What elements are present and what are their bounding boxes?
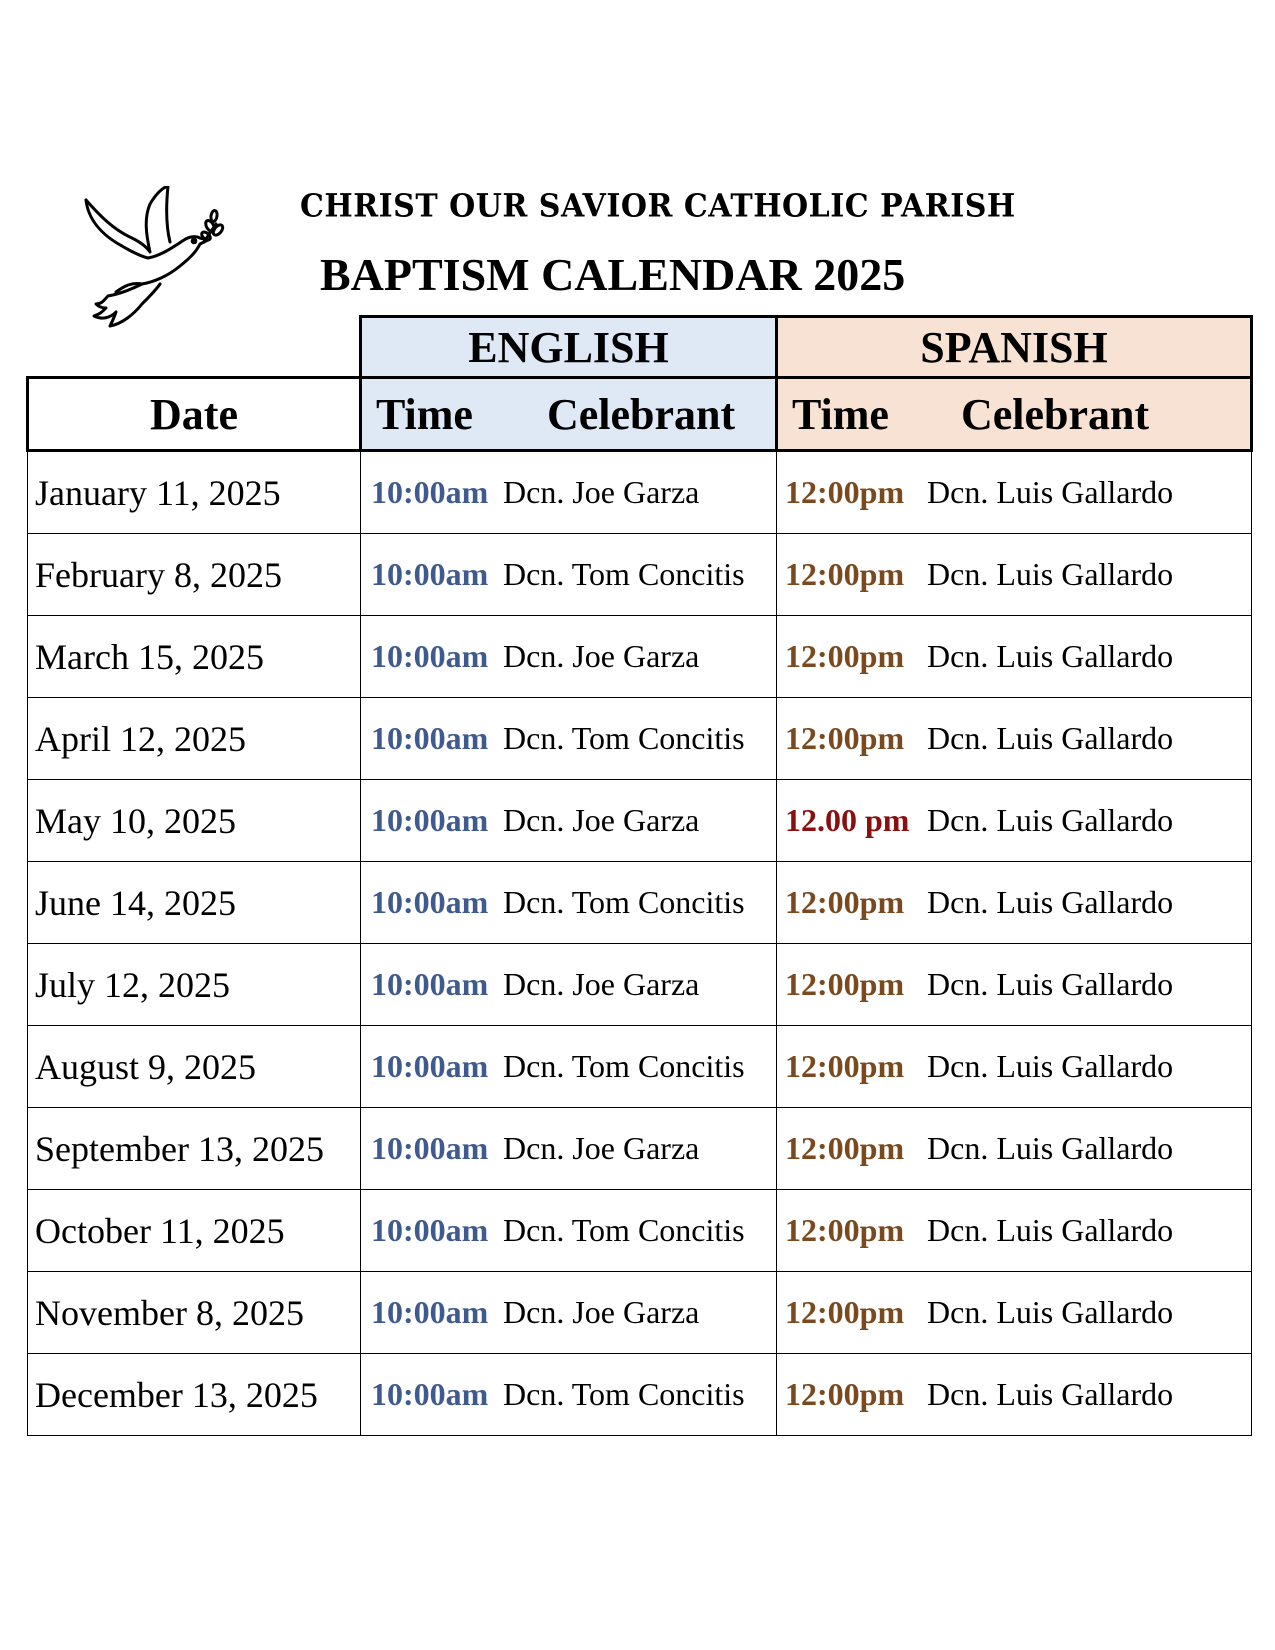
english-cell [361, 1190, 777, 1272]
spanish-celebrant: Dcn. Luis Gallardo [927, 1130, 1174, 1166]
date-cell: July 12, 2025 [28, 944, 361, 1026]
table-row [28, 1190, 1252, 1272]
date-cell: April 12, 2025 [28, 698, 361, 780]
spanish-time: 12:00pm [785, 1294, 905, 1330]
english-time: 10:00am [371, 1376, 489, 1412]
english-cell [361, 944, 777, 1026]
spanish-cell [777, 1272, 1252, 1354]
english-celebrant: Dcn. Tom Concitis [503, 884, 745, 920]
language-header-row [28, 317, 1252, 378]
spanish-cell [777, 616, 1252, 698]
english-celebrant: Dcn. Tom Concitis [503, 1212, 745, 1248]
english-time-header: Time [376, 389, 473, 439]
english-cell [361, 862, 777, 944]
spanish-time: 12:00pm [785, 966, 905, 1002]
spanish-time: 12:00pm [785, 1130, 905, 1166]
table-row [28, 862, 1252, 944]
english-celebrant: Dcn. Joe Garza [503, 802, 700, 838]
spanish-cell [777, 1354, 1252, 1436]
spanish-cell [777, 534, 1252, 616]
date-cell: December 13, 2025 [28, 1354, 361, 1436]
table-row [28, 534, 1252, 616]
spanish-time: 12:00pm [785, 1376, 905, 1412]
english-time: 10:00am [371, 1130, 489, 1166]
date-column-header: Date [28, 378, 361, 451]
date-cell: January 11, 2025 [28, 451, 361, 534]
spanish-celebrant: Dcn. Luis Gallardo [927, 884, 1174, 920]
english-celebrant: Dcn. Tom Concitis [503, 1376, 745, 1412]
english-celebrant-header: Celebrant [546, 389, 736, 439]
spanish-celebrant: Dcn. Luis Gallardo [927, 638, 1174, 674]
spanish-time: 12:00pm [785, 556, 905, 592]
english-cell [361, 616, 777, 698]
spanish-cell [777, 1026, 1252, 1108]
spanish-time: 12:00pm [785, 884, 905, 920]
spanish-time: 12:00pm [785, 474, 905, 510]
english-cell [361, 780, 777, 862]
english-time: 10:00am [371, 720, 489, 756]
empty-corner-cell [28, 317, 361, 378]
spanish-celebrant: Dcn. Luis Gallardo [927, 1376, 1174, 1412]
spanish-celebrant: Dcn. Luis Gallardo [927, 966, 1174, 1002]
table-row [28, 616, 1252, 698]
english-celebrant: Dcn. Joe Garza [503, 1294, 700, 1330]
table-row [28, 451, 1252, 534]
english-time: 10:00am [371, 556, 489, 592]
english-cell [361, 698, 777, 780]
english-celebrant: Dcn. Joe Garza [503, 638, 700, 674]
date-cell: May 10, 2025 [28, 780, 361, 862]
spanish-time: 12:00pm [785, 638, 905, 674]
english-time: 10:00am [371, 1294, 489, 1330]
spanish-celebrant: Dcn. Luis Gallardo [927, 720, 1174, 756]
english-cell [361, 1354, 777, 1436]
spanish-time: 12:00pm [785, 720, 905, 756]
spanish-celebrant: Dcn. Luis Gallardo [927, 802, 1174, 838]
english-cell [361, 1026, 777, 1108]
date-cell: November 8, 2025 [28, 1272, 361, 1354]
english-cell [361, 534, 777, 616]
spanish-time: 12.00 pm [785, 802, 910, 838]
spanish-celebrant: Dcn. Luis Gallardo [927, 474, 1174, 510]
english-time: 10:00am [371, 474, 489, 510]
spanish-cell [777, 451, 1252, 534]
english-celebrant: Dcn. Joe Garza [503, 1130, 700, 1166]
spanish-subheader [777, 378, 1252, 451]
spanish-celebrant: Dcn. Luis Gallardo [927, 1048, 1174, 1084]
table-row [28, 1026, 1252, 1108]
spanish-time: 12:00pm [785, 1212, 905, 1248]
table-row [28, 1354, 1252, 1436]
spanish-cell [777, 780, 1252, 862]
table-row [28, 698, 1252, 780]
parish-name: CHRIST OUR SAVIOR CATHOLIC PARISH [300, 188, 1016, 225]
table-row [28, 1272, 1252, 1354]
spanish-time-header: Time [792, 389, 889, 439]
baptism-schedule-table [26, 315, 1253, 1436]
spanish-cell [777, 1190, 1252, 1272]
column-header-row [28, 378, 1252, 451]
date-cell: September 13, 2025 [28, 1108, 361, 1190]
english-time: 10:00am [371, 1048, 489, 1084]
table-row [28, 1108, 1252, 1190]
spanish-cell [777, 944, 1252, 1026]
spanish-celebrant: Dcn. Luis Gallardo [927, 1294, 1174, 1330]
spanish-celebrant: Dcn. Luis Gallardo [927, 1212, 1174, 1248]
english-cell [361, 451, 777, 534]
spanish-cell [777, 862, 1252, 944]
date-cell: March 15, 2025 [28, 616, 361, 698]
english-time: 10:00am [371, 884, 489, 920]
spanish-cell [777, 1108, 1252, 1190]
english-time: 10:00am [371, 966, 489, 1002]
dove-with-olive-branch-icon [80, 186, 226, 332]
english-celebrant: Dcn. Joe Garza [503, 966, 700, 1002]
table-row [28, 944, 1252, 1026]
date-cell: August 9, 2025 [28, 1026, 361, 1108]
english-celebrant: Dcn. Tom Concitis [503, 720, 745, 756]
english-subheader [361, 378, 777, 451]
date-cell: October 11, 2025 [28, 1190, 361, 1272]
date-cell: June 14, 2025 [28, 862, 361, 944]
english-celebrant: Dcn. Tom Concitis [503, 556, 745, 592]
english-time: 10:00am [371, 1212, 489, 1248]
english-cell [361, 1272, 777, 1354]
spanish-time: 12:00pm [785, 1048, 905, 1084]
spanish-celebrant-header: Celebrant [960, 389, 1150, 439]
spanish-header: SPANISH [777, 317, 1252, 378]
spanish-celebrant: Dcn. Luis Gallardo [927, 556, 1174, 592]
english-header: ENGLISH [361, 317, 777, 378]
date-cell: February 8, 2025 [28, 534, 361, 616]
spanish-cell [777, 698, 1252, 780]
english-cell [361, 1108, 777, 1190]
table-row [28, 780, 1252, 862]
english-time: 10:00am [371, 638, 489, 674]
english-celebrant: Dcn. Joe Garza [503, 474, 700, 510]
english-celebrant: Dcn. Tom Concitis [503, 1048, 745, 1084]
page-title: BAPTISM CALENDAR 2025 [320, 249, 906, 300]
english-time: 10:00am [371, 802, 489, 838]
